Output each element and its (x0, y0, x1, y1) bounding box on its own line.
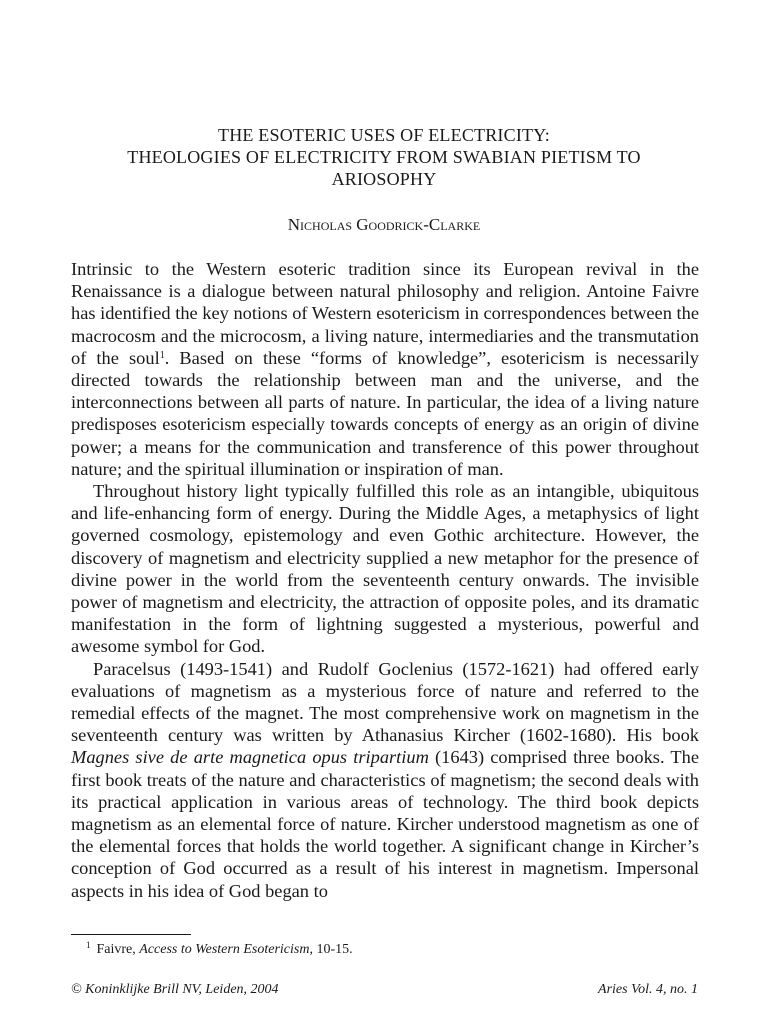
footnote-author: Faivre, (96, 942, 140, 957)
title-line: THEOLOGIES OF ELECTRICITY FROM SWABIAN PIETISM TO (127, 147, 641, 167)
article-body (71, 258, 699, 902)
footnote-ref: 1 (159, 349, 165, 361)
copyright-line: © Koninklijke Brill NV, Leiden, 2004 (71, 982, 279, 997)
title-line: THE ESOTERIC USES OF ELECTRICITY: (218, 125, 550, 145)
paragraph-text: (1643) comprised three books. The first book treats of the nature and characteristics of magnetism; the second deals with its practical application in various areas of technology. The third book depicts magnetism as an elemental force of nature. Kircher understood magnetism as one of the elemental forces that holds the world together. A significant change in Kircher’s conception of God occurred as a result of his interest in magnetism. Impersonal aspects in his idea of God began to (71, 747, 699, 901)
paragraph: Throughout history light typically fulfilled this role as an intangible, ubiquitous and life-enhancing form of energy. During the Middle Ages, a metaphysics of light governed cosmology, epistemology and even Gothic architecture. However, the discovery of magnetism and electricity supplied a new metaphor for the presence of divine power in the world from the seventeenth century onwards. The invisible power of magnetism and electricity, the attraction of opposite poles, and its dramatic manifestation in the form of lightning suggested a mysterious, powerful and awesome symbol for God. (71, 481, 699, 657)
author-name: Nicholas Goodrick-Clarke (287, 215, 481, 234)
title-line: ARIOSOPHY (331, 169, 437, 189)
paragraph-text: . Based on these “forms of knowledge”, esotericism is necessarily directed towards the relationship between man and the universe, and the interconnections between all parts of nature. In particular, the idea of a living nature predisposes esotericism especially towards concepts of energy as an origin of divine power; a means for the communication and transference of this power throughout nature; and the spiritual illumination or inspiration of man. (71, 347, 699, 479)
paragraph-text: Paracelsus (1493-1541) and Rudolf Goclenius (1572-1621) had offered early evaluations of magnetism as a mysterious force of nature and referred to the remedial effects of the magnet. The most comprehensive work on magnetism in the seventeenth century was written by Athanasius Kircher (1602-1680). His book (71, 658, 699, 746)
paragraph (71, 258, 699, 480)
footnote (86, 941, 686, 959)
book-title: Magnes sive de arte magnetica opus tripartium (71, 747, 429, 768)
footnote-pages: , 10-15. (309, 942, 353, 957)
footnote-divider (71, 934, 191, 935)
paragraph-text: Intrinsic to the Western esoteric tradition since its European revival in the Renaissance is a dialogue between natural philosophy and religion. Antoine Faivre has identified the key notions of Western esotericism in correspondences between the macrocosm and the microcosm, a living nature, intermediaries and the transmutation of the soul (71, 259, 699, 368)
footnote-marker: 1 (86, 940, 91, 950)
journal-citation: Aries Vol. 4, no. 1 (598, 982, 698, 997)
paragraph (71, 658, 699, 902)
article-title (60, 124, 708, 190)
footnote-work: Access to Western Esotericism (139, 942, 310, 957)
